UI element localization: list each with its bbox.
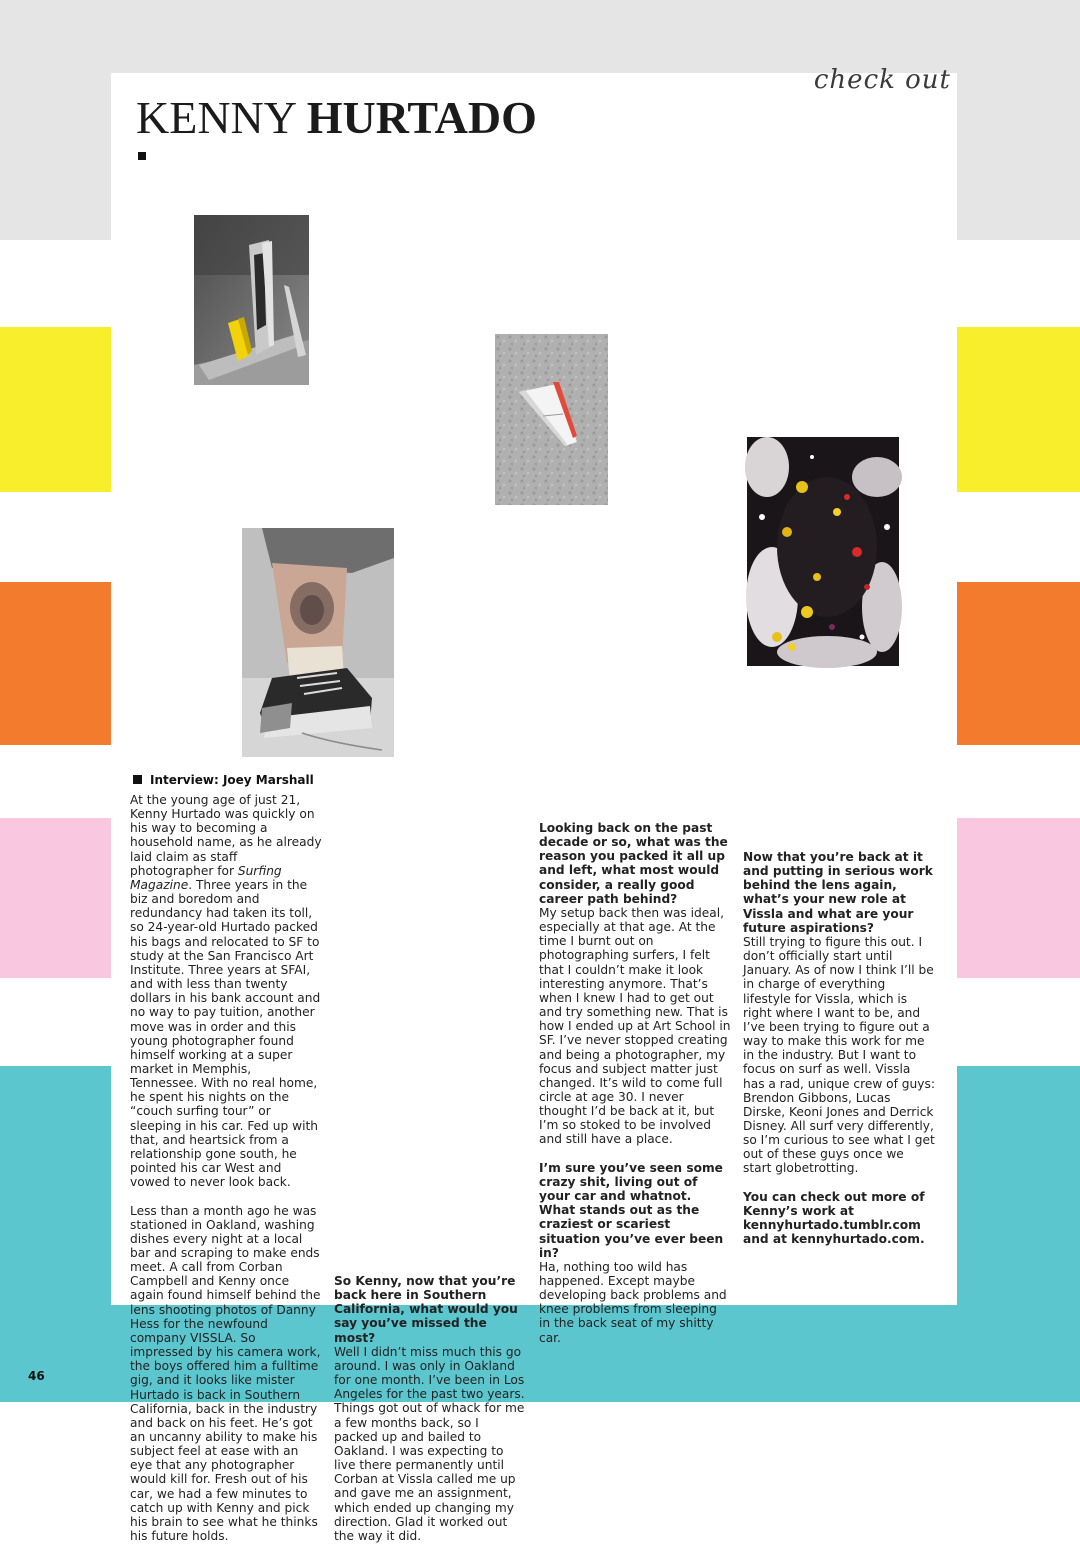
article-page: [111, 65, 957, 1544]
article-column-2: [334, 793, 526, 1557]
intro-paragraph-1: [130, 793, 322, 1189]
answer-2: My setup back then was ideal, especially at that age. At the time I burnt out on photographing surfers, I felt that I couldn’t make it look interesting anymore. That’s when I knew I had to get out and try something new. That is how I ended up at Art School in SF. I’ve never stopped creating and being a photographer, my focus and subject matter just changed. It’s wild to come full circle at age 30. I never thought I’d be back at it, but I’m so stoked to be involved and still have a place.: [539, 905, 731, 1147]
article-column-4: [743, 793, 935, 1261]
photo-tattooed-leg-sneaker: [242, 528, 394, 757]
article-column-3: [539, 793, 731, 1359]
article-column-1: [130, 793, 322, 1557]
intro-text: . Three years in the biz and boredom and redundancy had taken its toll, so 24-year-old Hurtado packed his bags and relocated to SF to study at the San Francisco Art Institute. Three years at SFAI, and with less than twenty dollars in his bank account and no way to pay tuition, another move was in order and this young photographer found himself working at a super market in Memphis, Tennessee. With no real home, he spent his nights on the “couch surfing tour” or sleeping in his car. Fed up with that, and heartsick from a relationship gone south, he pointed his car West and vowed to never look back.: [130, 877, 321, 1190]
photo-shard-on-ground: [495, 334, 608, 505]
question-2: Looking back on the past decade or so, what was the reason you packed it all up and left, what most would consider, a really good career path behind?: [539, 821, 728, 906]
interview-byline: [133, 773, 314, 787]
title-first-name: KENNY: [136, 92, 296, 143]
question-4: Now that you’re back at it and putting in serious work behind the lens again, what’s your new role at Vissla and what are your future aspirations?: [743, 850, 933, 935]
closing-note: You can check out more of Kenny’s work at kennyhurtado.tumblr.com and at kennyhurtado.com.: [743, 1189, 925, 1247]
column-flow-spacer: [539, 793, 731, 821]
answer-4: Still trying to figure this out. I don’t officially start until January. As of now I think I’ll be in charge of everything lifestyle for Vissla, which is right where I want to be, and I’ve been trying to figure out a way to make this work for me in the industry. But I want to focus on surf as well. Vissla has a rad, unique crew of guys: Brendon Gibbons, Lucas Dirske, Keoni Jones and Derrick Disney. All surf very differently, so I’m curious to see what I get out of these guys once we start globetrotting.: [743, 934, 935, 1176]
photo-splatter-painting: [747, 437, 899, 666]
intro-text: At the young age of just 21, Kenny Hurtado was quickly on his way to becoming a household name, as he already laid claim as staff photographer for: [130, 793, 322, 878]
question-1: So Kenny, now that you’re back here in Southern California, what would you say you’ve missed the most?: [334, 1274, 518, 1345]
answer-3: Ha, nothing too wild has happened. Except maybe developing back problems and knee problems from sleeping in the back seat of my shitty car.: [539, 1259, 727, 1345]
column-flow-spacer: [334, 793, 526, 1274]
photo-concrete-structure: [194, 215, 309, 385]
magazine-name: Surfing Magazine: [130, 863, 282, 892]
page-number: 46: [28, 1369, 45, 1383]
answer-1: Well I didn’t miss much this go around. I was only in Oakland for one month. I’ve been in Los Angeles for the past two years. Things got out of whack for me a few months back, so I packed up and bailed to Oakland. I was expecting to live there permanently until Corban at Vissla called me up and gave me an assignment, which ended up changing my direction. Glad it worked out the way it did.: [334, 1344, 525, 1543]
byline-text: Interview: Joey Marshall: [150, 773, 314, 787]
article-title: [136, 92, 537, 143]
byline-bullet-square: [133, 775, 142, 784]
title-bullet-square: [138, 152, 146, 160]
column-flow-spacer: [743, 793, 935, 850]
question-3: I’m sure you’ve seen some crazy shit, living out of your car and whatnot. What stands out as the craziest or scariest situation you’ve ever been in?: [539, 1160, 724, 1260]
intro-paragraph-2: Less than a month ago he was stationed in Oakland, washing dishes every night at a local bar and scraping to make ends meet. A call from Corban Campbell and Kenny once again found himself behind the lens shooting photos of Danny Hess for the newfound company VISSLA. So impressed by his camera work, the boys offered him a fulltime gig, and it looks like mister Hurtado is back in Southern California, back in the industry and back on his feet. He’s got an uncanny ability to make his subject feel at ease with an eye that any photographer would kill for. Fresh out of his car, we had a few minutes to catch up with Kenny and pick his brain to see what he thinks his future holds.: [130, 1203, 321, 1544]
section-tag: check out: [813, 65, 951, 95]
title-last-name: HURTADO: [306, 92, 537, 143]
